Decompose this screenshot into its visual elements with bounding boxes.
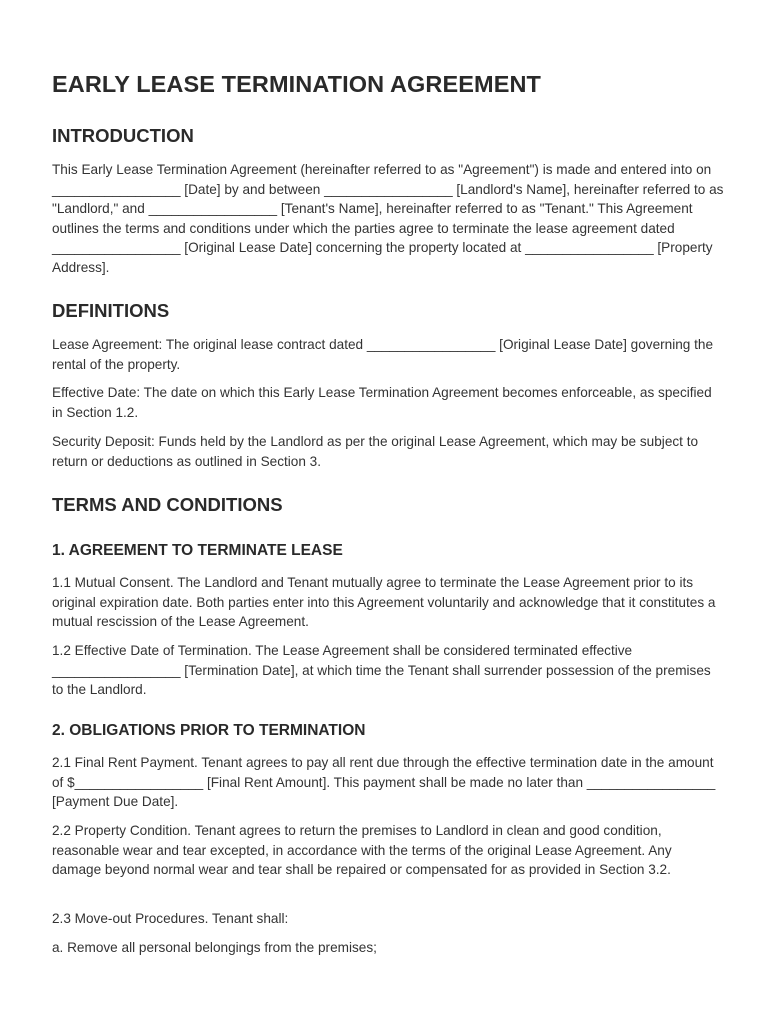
definition-lease-agreement: Lease Agreement: The original lease contract dated _________________ [Original Lease Date] governing the rental of the property. [52,337,714,372]
section-1-heading: 1. AGREEMENT TO TERMINATE LEASE [52,542,343,559]
introduction-heading: INTRODUCTION [52,125,194,146]
definitions-heading: DEFINITIONS [52,300,170,321]
section-1-1-paragraph: 1.1 Mutual Consent. The Landlord and Tenant mutually agree to terminate the Lease Agreement prior to its original expiration date. Both parties enter into this Agreement voluntarily and acknowledge that it constitutes a mutual rescission of the Lease Agreement. [52,575,716,629]
document-title: EARLY LEASE TERMINATION AGREEMENT [52,71,542,97]
definition-effective-date: Effective Date: The date on which this Early Lease Termination Agreement becomes enforceable, as specified in Section 1.2. [52,385,712,420]
section-2-3-paragraph: 2.3 Move-out Procedures. Tenant shall: [52,911,289,926]
terms-heading: TERMS AND CONDITIONS [52,494,283,515]
section-2-1-paragraph: 2.1 Final Rent Payment. Tenant agrees to pay all rent due through the effective termination date in the amount of $_________________ [Final Rent Amount]. This payment shall be made no later than _________________ [Payment Due Date]. [52,755,716,809]
section-2-heading: 2. OBLIGATIONS PRIOR TO TERMINATION [52,722,366,739]
section-1-2-paragraph: 1.2 Effective Date of Termination. The Lease Agreement shall be considered terminated effective _________________ [Termination Date], at which time the Tenant shall surrender possession of the premises to the Landlord. [52,643,711,697]
introduction-paragraph: This Early Lease Termination Agreement (hereinafter referred to as "Agreement") is made and entered into on _________________ [Date] by and between _________________ [Landlord's Name], hereinafter referred to as "Landlord," and _________________ [Tenant's Name], hereinafter referred to as "Tenant." This Agreement outlines the terms and conditions under which the parties agree to terminate the lease agreement dated _________________ [Original Lease Date] concerning the property located at _________________ [Property Address]. [52,162,724,275]
section-2-3-item-a: a. Remove all personal belongings from the premises; [52,940,377,955]
section-2-2-paragraph: 2.2 Property Condition. Tenant agrees to return the premises to Landlord in clean and good condition, reasonable wear and tear excepted, in accordance with the terms of the original Lease Agreement. Any damage beyond normal wear and tear shall be repaired or compensated for as provided in Section 3.2. [52,823,672,877]
definition-security-deposit: Security Deposit: Funds held by the Landlord as per the original Lease Agreement, which may be subject to return or deductions as outlined in Section 3. [52,434,699,469]
